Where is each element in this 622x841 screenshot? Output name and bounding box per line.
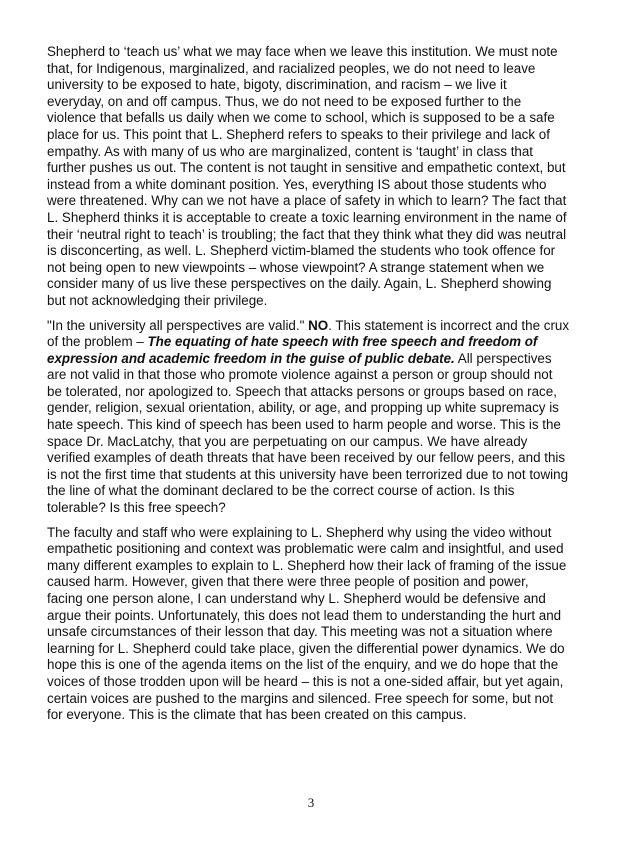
text-line: certain voices are pushed to the margins and silenced. Free speech for some, but not: [47, 690, 554, 706]
text-line: Shepherd to ‘teach us’ what we may face when we leave this institution. We must note: [47, 44, 558, 59]
text-line: consider many of us live these perspectives on the daily. Again, L. Shepherd showing: [47, 276, 552, 292]
text-line: empathy. As with many of us who are marginalized, content is ‘taught’ in class that: [47, 143, 534, 159]
text-line: is not the first time that students at this university have been terrorized due to not towing: [47, 466, 569, 482]
text-line: [47, 318, 592, 335]
text-line: the line of what the dominant declared to be the correct course of action. Is this: [47, 483, 515, 499]
text-line: place for us. This point that L. Shepherd refers to speaks to their privilege and lack of: [47, 126, 550, 142]
text-line: hate speech. This kind of speech has been used to harm people and worse. This is the: [47, 417, 561, 433]
text-line: many different examples to explain to L. Shepherd how their lack of framing of the issue: [47, 557, 567, 573]
text-line: were threatened. Why can we not have a place of safety in which to learn? The fact that: [47, 193, 567, 209]
text-line: everyday, on and off campus. Thus, we do not need to be exposed further to the: [47, 93, 522, 109]
text-line: are not valid in that those who promote violence against a person or group should not: [47, 367, 553, 383]
bold-italic-emphasis: The equating of hate speech with free speech and freedom of: [147, 334, 538, 350]
text-line: be tolerated, nor apologized to. Speech that attacks persons or groups based on race,: [47, 383, 557, 399]
text-line: violence that befalls us daily when we come to school, which is supposed to be a safe: [47, 110, 555, 126]
text-line: caused harm. However, given that there were three people of position and power,: [47, 574, 529, 590]
text-span: . This statement is incorrect and the crux: [328, 317, 570, 333]
text-line: [47, 351, 592, 368]
text-line: facing one person alone, I can understand why L. Shepherd would be defensive and: [47, 591, 546, 606]
text-line: tolerable? Is this free speech?: [47, 500, 226, 516]
text-line: gender, religion, sexual orientation, ability, or age, and propping up white supremacy is: [47, 400, 559, 416]
page-number: 3: [307, 795, 315, 810]
text-line: verified examples of death threats that have been received by our fellow peers, and this: [47, 450, 566, 466]
text-line: not being open to new viewpoints – whose viewpoint? A strange statement when we: [47, 259, 545, 275]
text-line: argue their points. Unfortunately, this does not lead them to understanding the hurt and: [47, 607, 562, 623]
paragraph-3: [47, 525, 592, 724]
paragraph-1: [47, 44, 592, 310]
paragraph-2: [47, 318, 592, 517]
text-line: space Dr. MacLatchy, that you are perpetuating on our campus. We have already: [47, 433, 528, 449]
bold-italic-emphasis: expression and academic freedom in the guise of public debate.: [47, 350, 455, 366]
text-line: for everyone. This is the climate that has been created on this campus.: [47, 707, 467, 723]
text-span: All perspectives: [454, 350, 552, 366]
text-line: [47, 334, 592, 351]
text-line: The faculty and staff who were explaining to L. Shepherd why using the video without: [47, 524, 552, 540]
quote-text: "In the university all perspectives are valid.": [47, 317, 309, 333]
text-line: hope this is one of the agenda items on the list of the enquiry, and we do hope that the: [47, 657, 559, 673]
text-line: voices of those trodden upon will be heard – this is not a one-sided affair, but yet again,: [47, 673, 564, 689]
document-page: [47, 44, 592, 732]
text-line: empathetic positioning and context was problematic were calm and insightful, and used: [47, 541, 564, 557]
text-span: of the problem –: [47, 334, 148, 350]
text-line: that, for Indigenous, marginalized, and racialized peoples, we do not need to leave: [47, 60, 536, 76]
text-line: learning for L. Shepherd could take place, given the differential power dynamics. We do: [47, 640, 565, 656]
text-line: university to be exposed to hate, bigoty, discrimination, and racism – we live it: [47, 77, 507, 93]
text-line: instead from a white dominant position. Yes, everything IS about those students who: [47, 176, 547, 192]
text-line: further pushes us out. The content is not taught in sensitive and empathetic context, but: [47, 160, 566, 176]
text-line: L. Shepherd thinks it is acceptable to create a toxic learning environment in the name of: [47, 209, 567, 225]
text-line: is disconcerting, as well. L. Shepherd victim-blamed the students who took offence for: [47, 243, 556, 259]
text-line: their ‘neutral right to teach’ is troubling; the fact that they think what they did was neutral: [47, 226, 567, 242]
bold-no: NO: [308, 317, 329, 333]
text-line: unsafe circumstances of their lesson that day. This meeting was not a situation where: [47, 624, 553, 640]
text-line: but not acknowledging their privilege.: [47, 292, 268, 308]
